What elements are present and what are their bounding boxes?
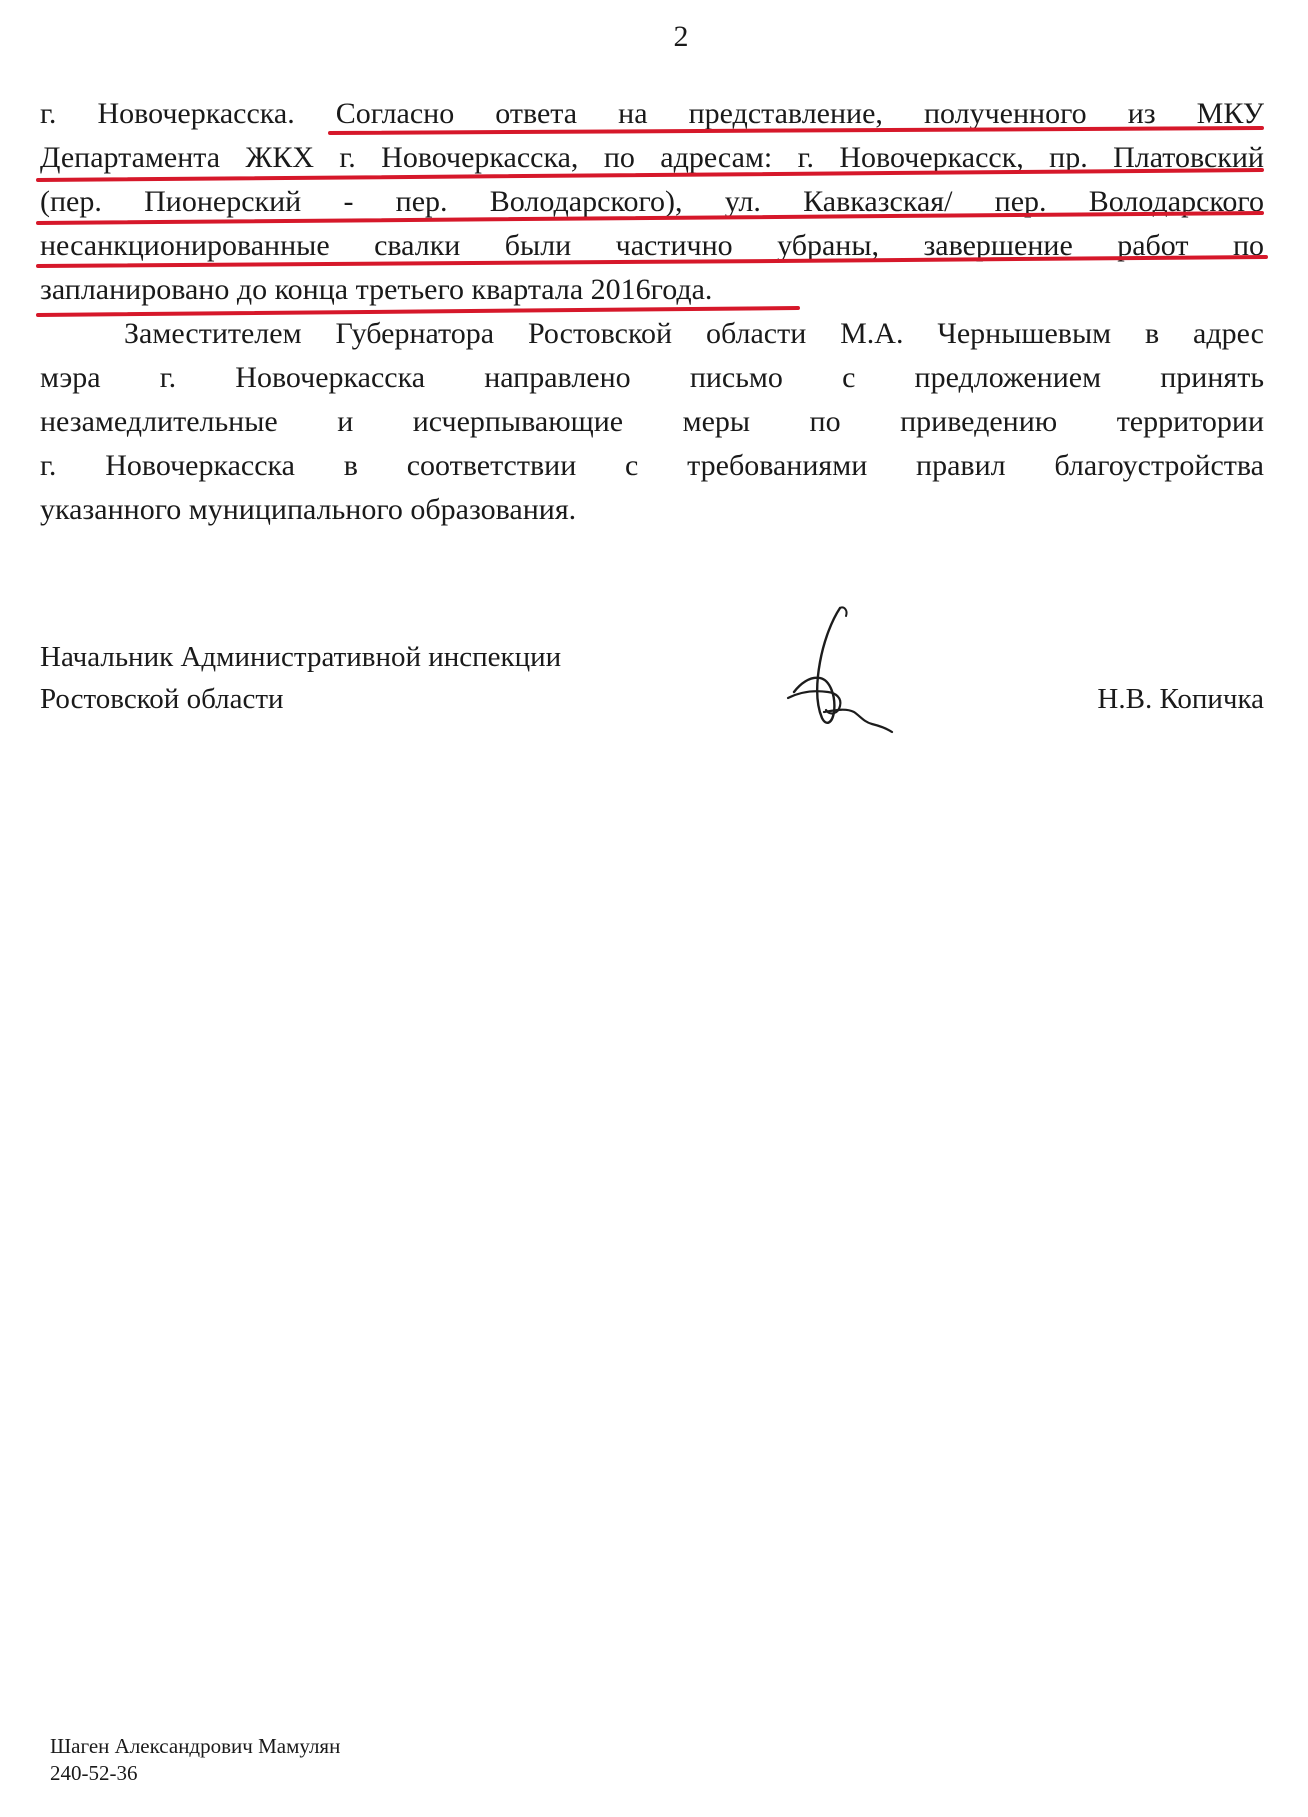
page-number: 2 bbox=[673, 20, 689, 53]
letter-body bbox=[40, 92, 1264, 532]
body-line: Департамента ЖКХ г. Новочеркасска, по адресам: г. Новочеркасск, пр. Платовский bbox=[40, 141, 1264, 174]
signatory-name: Н.В. Копичка bbox=[1097, 683, 1264, 715]
body-line: (пер. Пионерский - пер. Володарского), ул. Кавказская/ пер. Володарского bbox=[40, 185, 1264, 218]
handwritten-signature bbox=[780, 600, 900, 740]
executor-info bbox=[50, 1733, 340, 1787]
signatory-title bbox=[40, 636, 561, 720]
signature-block bbox=[40, 636, 1264, 746]
body-line: запланировано до конца третьего квартала 2016года. bbox=[40, 273, 713, 306]
body-line: Заместителем Губернатора Ростовской области М.А. Чернышевым в адрес bbox=[124, 317, 1264, 350]
signatory-title-line: Начальник Административной инспекции bbox=[40, 641, 562, 673]
paragraph-deputy-governor-letter bbox=[40, 312, 1264, 532]
signatory-title-line: Ростовской области bbox=[40, 683, 284, 715]
body-line: г. Новочеркасска в соответствии с требованиями правил благоустройства bbox=[40, 449, 1264, 482]
body-line: незамедлительные и исчерпывающие меры по приведению территории bbox=[40, 405, 1264, 438]
executor-phone: 240-52-36 bbox=[50, 1761, 138, 1785]
paragraph-response-summary bbox=[40, 92, 1264, 312]
body-line: мэра г. Новочеркасска направлено письмо с предложением принять bbox=[40, 361, 1264, 394]
body-line: г. Новочеркасска. Согласно ответа на представление, полученного из МКУ bbox=[40, 97, 1264, 130]
body-line: несанкционированные свалки были частично убраны, завершение работ по bbox=[40, 229, 1264, 262]
body-line: указанного муниципального образования. bbox=[40, 493, 577, 526]
executor-name: Шаген Александрович Мамулян bbox=[50, 1734, 341, 1758]
